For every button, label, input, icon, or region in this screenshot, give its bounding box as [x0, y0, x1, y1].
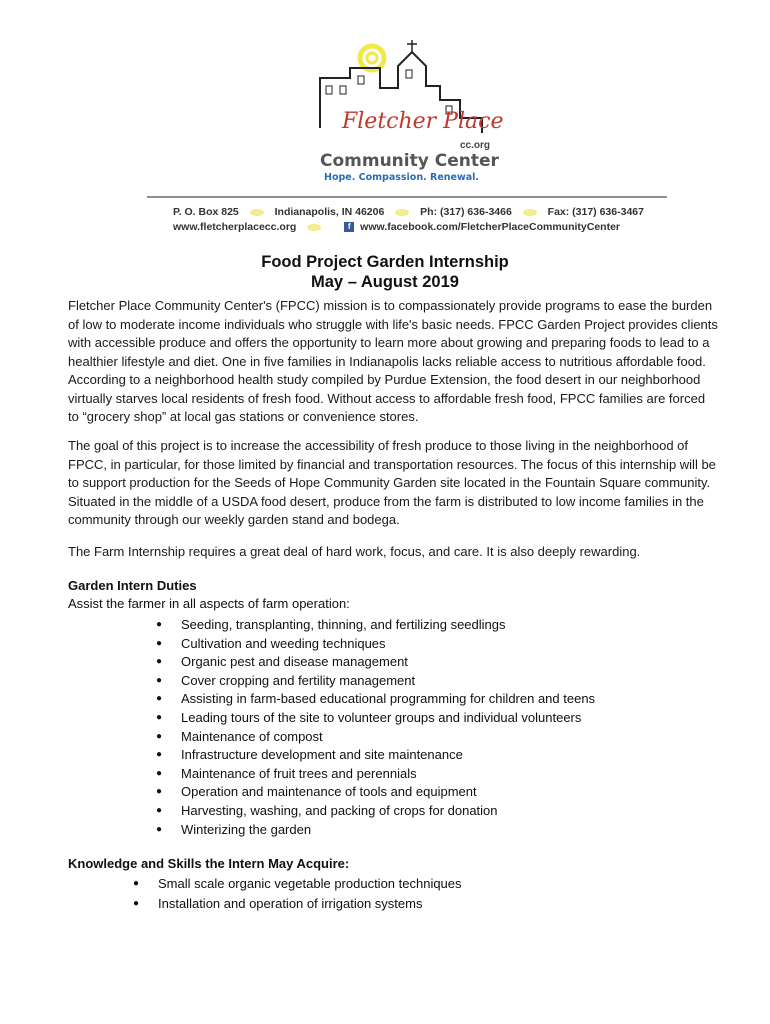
list-item: ● Maintenance of fruit trees and perennials — [156, 765, 595, 784]
duties-list — [156, 616, 595, 839]
po-box: P. O. Box 825 — [173, 206, 239, 218]
document-subtitle: May – August 2019 — [311, 273, 459, 291]
logo-name-text: Community Center — [320, 151, 499, 171]
list-item: ● Assisting in farm-based educational programming for children and teens — [156, 690, 595, 709]
list-item: ● Infrastructure development and site maintenance — [156, 746, 595, 765]
facebook-icon: f — [344, 222, 354, 232]
skills-list — [133, 874, 462, 913]
logo-tagline-text: Hope. Compassion. Renewal. — [324, 172, 480, 183]
list-item: ● Cover cropping and fertility management — [156, 672, 595, 691]
list-item: ● Operation and maintenance of tools and equipment — [156, 783, 595, 802]
internship-note-paragraph: The Farm Internship requires a great deal of hard work, focus, and care. It is also deeply rewarding. — [68, 544, 641, 559]
contact-row-1 — [173, 206, 644, 218]
duties-heading: Garden Intern Duties — [68, 578, 197, 593]
list-item: ● Leading tours of the site to volunteer groups and individual volunteers — [156, 709, 595, 728]
list-item: ● Harvesting, washing, and packing of crops for donation — [156, 802, 595, 821]
facebook-link[interactable]: www.facebook.com/FletcherPlaceCommunityCenter — [360, 221, 621, 233]
logo-script-text: Fletcher Place — [342, 109, 504, 134]
contact-row-2 — [173, 221, 620, 233]
goal-paragraph: The goal of this project is to increase the accessibility of fresh produce to those living in the neighborhood of FPCC, in particular, for those limited by financial and transportation resources. The focus of this internship will be to support production for the Seeds of Hope Community Garden site located in the Fountain Square community. Situated in the middle of a USDA food desert, produce from the farm is distributed to low income families in the community through our weekly garden stand and bodega. — [68, 438, 716, 527]
sun-bullet-icon — [523, 209, 537, 216]
list-item: ● Organic pest and disease management — [156, 653, 595, 672]
city: Indianapolis, IN 46206 — [274, 206, 385, 218]
list-item: ● Maintenance of compost — [156, 728, 595, 747]
fletcher-place-logo — [310, 38, 510, 188]
list-item: ● Small scale organic vegetable production techniques — [133, 874, 462, 894]
list-item: ● Installation and operation of irrigation systems — [133, 894, 462, 914]
sun-bullet-icon — [250, 209, 264, 216]
list-item: ● Winterizing the garden — [156, 821, 595, 840]
phone: Ph: (317) 636-3466 — [420, 206, 512, 218]
website-link[interactable]: www.fletcherplacecc.org — [173, 221, 297, 233]
contact-band — [147, 196, 667, 240]
duties-intro: Assist the farmer in all aspects of farm operation: — [68, 596, 350, 611]
sun-spiral-icon — [360, 46, 384, 70]
sun-bullet-icon — [395, 209, 409, 216]
list-item: ● Cultivation and weeding techniques — [156, 635, 595, 654]
list-item: ● Seeding, transplanting, thinning, and fertilizing seedlings — [156, 616, 595, 635]
fax: Fax: (317) 636-3467 — [547, 206, 644, 218]
sun-bullet-icon — [307, 224, 321, 231]
skills-heading: Knowledge and Skills the Intern May Acquire: — [68, 856, 350, 871]
mission-paragraph: Fletcher Place Community Center's (FPCC) mission is to compassionately provide programs to ease the burden of low to moderate income individuals who struggle with life's basic needs. FPCC Garden Project provides clients with accessible produce and offers the opportunity to learn more about growing and preparing foods to lead to a healthier lifestyle and diet. One in five families in Indianapolis lacks reliable access to nutritious affordable food. According to a neighborhood health study compiled by Purdue Extension, the food desert in our neighborhood virtually starves local residents of fresh food. Without access to affordable fresh food, FPCC families are forced to “grocery shop” at local gas stations or convenience stores. — [68, 298, 718, 424]
logo-domain-text: cc.org — [460, 140, 491, 151]
document-title: Food Project Garden Internship — [261, 253, 509, 271]
